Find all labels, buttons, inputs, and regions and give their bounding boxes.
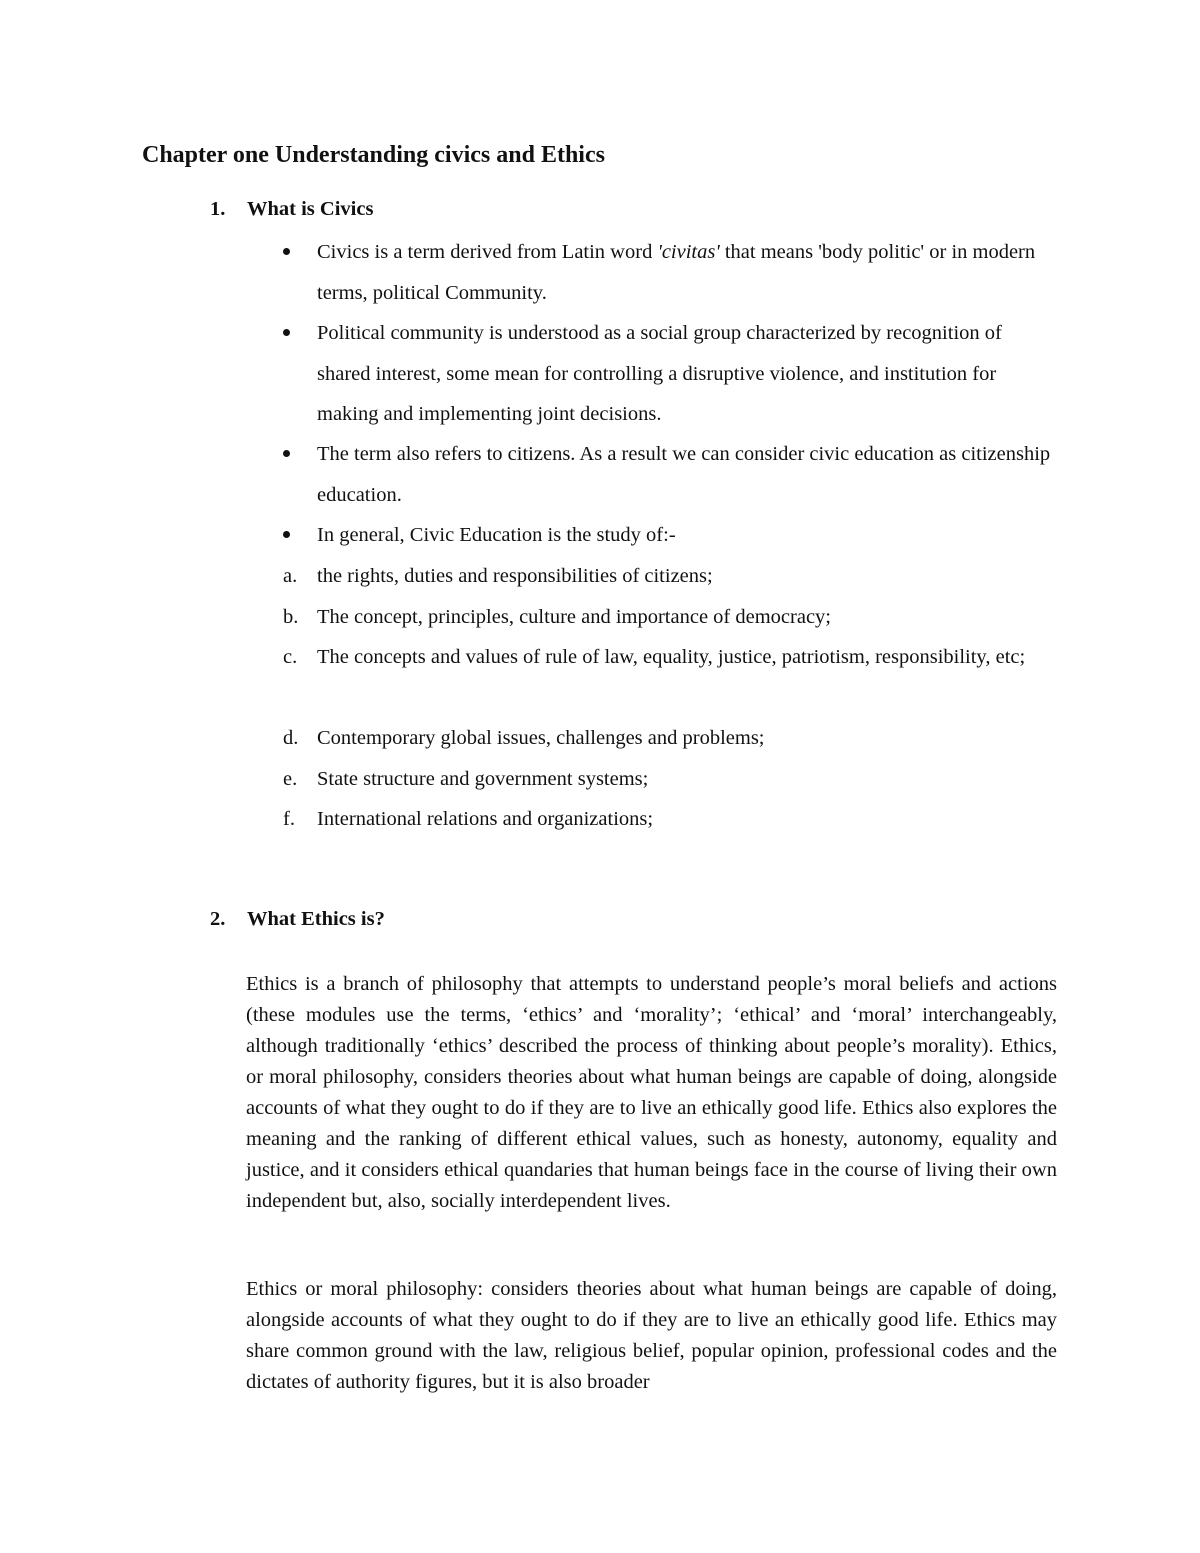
chapter-title: Chapter one Understanding civics and Ethics [142, 142, 605, 168]
ethics-paragraph: Ethics is a branch of philosophy that attempts to understand people’s moral beliefs and actions (these modules use the terms, ‘ethics’ and ‘morality’; ‘ethical’ and ‘moral’ interchangeably, although traditionally ‘ethics’ described the process of thinking about people’s morality). Ethics, or moral philosophy, considers theories about what human beings are capable of doing, alongside accounts of what they ought to do if they are to live an ethically good life. Ethics also explores the meaning and the ranking of different ethical values, such as honesty, autonomy, equality and justice, and it considers ethical quandaries that human beings face in the course of living their own independent but, also, socially interdependent lives. [246, 973, 1057, 1212]
list-item-text: the rights, duties and responsibilities of citizens; [317, 565, 713, 587]
list-item-text: In general, Civic Education is the study of:- [317, 524, 676, 546]
bullet-icon [283, 450, 290, 457]
list-item-text: Civics is a term derived from Latin word 'civitas' that means 'body politic' or in modern terms, political Community. [317, 241, 1036, 304]
ethics-paragraph: Ethics or moral philosophy: considers theories about what human beings are capable of doing, alongside accounts of what they ought to do if they are to live an ethically good life. Ethics may share common ground with the law, religious belief, popular opinion, professional codes and the dictates of authority figures, but it is also broader [246, 1278, 1057, 1393]
section-heading-text: What Ethics is? [247, 908, 385, 930]
list-letter: e. [283, 768, 298, 790]
list-item-text: The concept, principles, culture and importance of democracy; [317, 606, 831, 628]
list-letter: b. [283, 606, 299, 628]
list-letter: c. [283, 646, 298, 668]
list-item-text: International relations and organizations; [317, 808, 654, 830]
list-item-text: Political community is understood as a social group characterized by recognition of shared interest, some mean for controlling a disruptive violence, and institution for making and implementing joint decisions. [317, 322, 1002, 425]
latin-term: 'civitas' [657, 241, 720, 263]
list-letter: a. [283, 565, 298, 587]
section-heading-text: What is Civics [247, 198, 374, 220]
list-item-text: Contemporary global issues, challenges and problems; [317, 727, 765, 749]
bullet-icon [283, 329, 290, 336]
section-number: 1. [210, 198, 226, 220]
bullet-icon [283, 531, 290, 538]
list-letter: d. [283, 727, 299, 749]
section-number: 2. [210, 908, 226, 930]
list-item-text: The concepts and values of rule of law, equality, justice, patriotism, responsibility, etc; [317, 646, 1026, 668]
list-item-text: State structure and government systems; [317, 768, 649, 790]
bullet-icon [283, 248, 290, 255]
section-heading-ethics [210, 908, 385, 931]
list-item-text: The term also refers to citizens. As a result we can consider civic education as citizenship education. [317, 443, 1051, 506]
list-letter: f. [283, 808, 295, 830]
section-heading-civics [210, 198, 373, 221]
